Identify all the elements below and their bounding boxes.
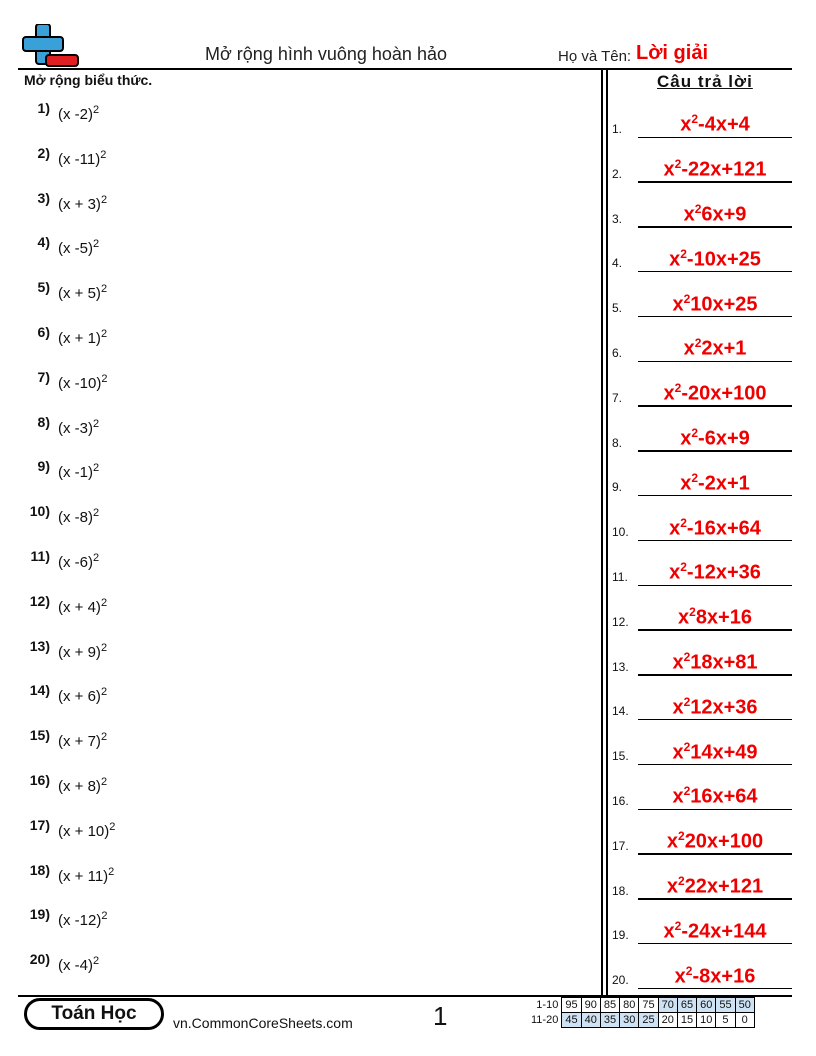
- plus-minus-logo-icon: [22, 24, 80, 68]
- answer-item: [612, 825, 792, 855]
- expression-base: (x -4): [58, 957, 93, 975]
- answer-text: [638, 426, 792, 451]
- expression-exponent: 2: [100, 686, 108, 699]
- answer-rest: -22x+121: [681, 158, 767, 181]
- problem-number: 18): [29, 861, 50, 878]
- answer-rest: 6x+9: [701, 203, 747, 226]
- expression-base: (x -1): [58, 464, 93, 482]
- expression-base: (x + 4): [58, 598, 101, 616]
- answer-text: [638, 336, 792, 361]
- problem-expression: [58, 731, 107, 750]
- score-row: [528, 1013, 754, 1028]
- answer-exponent: 2: [680, 246, 687, 261]
- answer-item: [612, 377, 792, 407]
- answer-number: 14.: [612, 704, 629, 719]
- answer-number: 13.: [612, 659, 629, 674]
- answer-text: [638, 247, 792, 272]
- problem-expression: [58, 507, 99, 526]
- answer-item: [612, 556, 792, 586]
- expression-exponent: 2: [101, 372, 108, 385]
- answer-base: x: [666, 830, 678, 853]
- problem-expression: [58, 462, 99, 481]
- instructions: Mở rộng biểu thức.: [24, 72, 153, 88]
- answer-number: 5.: [612, 301, 623, 316]
- answer-exponent: 2: [680, 515, 687, 530]
- problem-number: 4): [37, 234, 50, 251]
- answer-base: x: [663, 920, 675, 943]
- score-cell: 95: [562, 998, 581, 1013]
- answer-rest: -12x+36: [686, 562, 761, 584]
- answer-rest: -10x+25: [686, 248, 761, 271]
- score-cell: 35: [600, 1013, 619, 1028]
- expression-base: (x + 5): [58, 285, 101, 303]
- answer-base: x: [669, 562, 681, 584]
- score-cell: 65: [677, 998, 696, 1013]
- expression-base: (x + 8): [58, 778, 101, 795]
- answer-text: [638, 740, 792, 765]
- problem-number: 19): [29, 906, 50, 923]
- expression-exponent: 2: [101, 910, 108, 923]
- answer-rest: 8x+16: [695, 606, 752, 629]
- score-cell: 50: [735, 998, 754, 1013]
- answer-rest: 20x+100: [684, 830, 764, 853]
- answer-text: [638, 560, 792, 585]
- answer-exponent: 2: [678, 873, 685, 888]
- answer-number: 12.: [612, 614, 629, 629]
- problem-number: 9): [37, 458, 50, 475]
- score-cell: 60: [697, 998, 716, 1013]
- score-cell: 55: [716, 998, 735, 1013]
- problem-expression: [58, 642, 107, 661]
- problem-expression: [58, 418, 99, 437]
- expression-base: (x + 11): [58, 867, 109, 885]
- score-cell: 80: [620, 998, 639, 1013]
- expression-base: (x -11): [58, 150, 101, 168]
- answer-base: x: [680, 427, 692, 450]
- answer-rest: 2x+1: [701, 338, 747, 360]
- expression-exponent: 2: [100, 193, 108, 206]
- problem-expression: [58, 866, 114, 885]
- answer-number: 17.: [612, 838, 629, 853]
- expression-base: (x -6): [58, 554, 93, 571]
- answer-number: 20.: [612, 973, 629, 988]
- problem-expression: [58, 955, 99, 974]
- answer-exponent: 2: [691, 470, 699, 485]
- problem-expression: [58, 194, 107, 213]
- score-cell: 5: [716, 1013, 735, 1028]
- answer-number: 10.: [612, 525, 629, 540]
- score-cell: 90: [581, 998, 600, 1013]
- score-cell: 30: [620, 1013, 639, 1028]
- expression-base: (x + 3): [58, 195, 101, 213]
- problem-expression: [58, 238, 99, 257]
- expression-exponent: 2: [108, 865, 115, 878]
- answer-rest: 14x+49: [690, 741, 758, 764]
- answer-item: [612, 287, 792, 317]
- answer-rest: -2x+1: [698, 472, 750, 495]
- answer-number: 1.: [612, 122, 623, 136]
- site-url: vn.CommonCoreSheets.com: [173, 1015, 353, 1031]
- answer-exponent: 2: [685, 963, 693, 978]
- score-row-label: 1-10: [536, 999, 559, 1011]
- answer-base: x: [678, 606, 690, 629]
- expression-base: (x -10): [58, 374, 102, 392]
- answer-text: [638, 650, 792, 675]
- score-cell: 40: [581, 1013, 600, 1028]
- score-row-label: 11-20: [531, 1014, 559, 1026]
- expression-base: (x + 9): [58, 643, 101, 661]
- answer-exponent: 2: [691, 112, 699, 127]
- score-cell: 0: [735, 1013, 754, 1028]
- answer-rest: -20x+100: [681, 382, 767, 405]
- answer-base: x: [672, 786, 684, 808]
- answer-exponent: 2: [683, 694, 691, 709]
- answer-text: [638, 784, 792, 809]
- problem-number: 20): [29, 951, 50, 968]
- answer-text: [638, 157, 792, 182]
- answer-text: [638, 919, 792, 944]
- answer-base: x: [672, 293, 684, 316]
- expression-exponent: 2: [100, 148, 107, 161]
- problem-expression: [58, 373, 107, 392]
- answer-rest: 16x+64: [690, 786, 758, 808]
- problem-number: 8): [37, 413, 50, 430]
- answer-number: 8.: [612, 435, 623, 450]
- answer-item: [612, 735, 792, 765]
- answer-text: [638, 605, 792, 630]
- expression-base: (x -8): [58, 509, 93, 527]
- answer-base: x: [669, 248, 681, 271]
- expression-exponent: 2: [100, 596, 108, 609]
- problem-expression: [58, 821, 115, 840]
- answer-text: [638, 112, 792, 137]
- answer-rest: 18x+81: [690, 651, 758, 674]
- expression-exponent: 2: [100, 731, 108, 744]
- answer-exponent: 2: [694, 201, 702, 216]
- answer-base: x: [680, 472, 692, 495]
- answer-item: [612, 466, 792, 496]
- answer-number: 11.: [612, 570, 628, 584]
- answer-base: x: [672, 696, 684, 719]
- score-table: [528, 997, 755, 1028]
- answer-exponent: 2: [683, 649, 691, 664]
- expression-exponent: 2: [100, 283, 108, 296]
- problem-number: 3): [37, 189, 50, 206]
- answer-rest: -16x+64: [686, 517, 761, 540]
- answer-base: x: [666, 875, 678, 898]
- answer-text: [638, 964, 792, 989]
- problem-number: 2): [37, 144, 50, 161]
- expression-exponent: 2: [93, 417, 100, 430]
- expression-exponent: 2: [93, 238, 100, 251]
- answer-text: [638, 695, 792, 720]
- header-divider: [18, 68, 792, 70]
- problem-number: 17): [29, 816, 50, 833]
- problem-number: 14): [29, 682, 50, 699]
- problem-number: 10): [29, 503, 50, 520]
- answer-text: [638, 829, 792, 854]
- answer-exponent: 2: [680, 560, 687, 575]
- column-divider: [601, 68, 603, 995]
- problem-number: 7): [37, 368, 50, 385]
- answer-item: [612, 601, 792, 631]
- expression-exponent: 2: [100, 776, 108, 788]
- score-cell: 45: [562, 1013, 581, 1028]
- expression-base: (x + 7): [58, 733, 101, 751]
- answer-item: [612, 690, 792, 720]
- answer-number: 6.: [612, 346, 623, 360]
- expression-exponent: 2: [100, 641, 108, 654]
- answer-number: 19.: [612, 928, 629, 943]
- answer-text: [638, 874, 792, 899]
- score-cell: 70: [658, 998, 677, 1013]
- expression-exponent: 2: [100, 328, 108, 340]
- answer-exponent: 2: [694, 336, 702, 351]
- answer-number: 9.: [612, 480, 623, 495]
- score-cell: 15: [677, 1013, 696, 1028]
- answer-rest: -6x+9: [698, 427, 750, 450]
- answer-number: 2.: [612, 166, 623, 181]
- answer-text: [638, 516, 792, 541]
- answer-rest: 12x+36: [690, 696, 758, 719]
- answer-text: [638, 381, 792, 406]
- answer-text: [638, 471, 792, 496]
- answer-item: [612, 870, 792, 900]
- expression-base: (x -3): [58, 419, 93, 437]
- problem-number: 6): [37, 324, 50, 340]
- answer-number: 7.: [612, 390, 623, 405]
- answer-number: 4.: [612, 256, 623, 271]
- expression-base: (x + 6): [58, 688, 101, 706]
- answer-exponent: 2: [674, 157, 682, 172]
- answer-exponent: 2: [678, 829, 685, 844]
- answer-base: x: [683, 338, 695, 360]
- answer-exponent: 2: [683, 291, 691, 306]
- answer-rest: 22x+121: [684, 875, 764, 898]
- problem-expression: [58, 283, 107, 302]
- answer-base: x: [680, 114, 692, 136]
- answer-exponent: 2: [683, 784, 691, 799]
- score-row: [528, 998, 754, 1013]
- page-number: 1: [433, 1001, 448, 1031]
- answer-item: [612, 242, 792, 272]
- score-cell: 75: [639, 998, 658, 1013]
- expression-base: (x + 1): [58, 330, 101, 347]
- answer-exponent: 2: [689, 605, 696, 620]
- answer-item: [612, 153, 792, 183]
- problem-expression: [58, 328, 107, 347]
- problem-number: 15): [29, 727, 50, 744]
- answer-text: [638, 292, 792, 317]
- answer-number: 15.: [612, 749, 629, 764]
- answer-rest: -24x+144: [681, 920, 767, 943]
- score-cell: 20: [658, 1013, 677, 1028]
- expression-exponent: 2: [93, 552, 100, 564]
- problem-expression: [58, 776, 107, 795]
- answer-base: x: [663, 382, 675, 405]
- answer-item: [612, 646, 792, 676]
- name-label: Họ và Tên:: [558, 48, 632, 65]
- answer-item: [612, 511, 792, 541]
- problem-number: 5): [37, 279, 50, 296]
- answer-base: x: [669, 517, 681, 540]
- problem-expression: [58, 597, 107, 616]
- answer-item: [612, 332, 792, 362]
- answer-rest: -8x+16: [692, 965, 756, 988]
- answers-header: Câu trả lời: [657, 72, 753, 91]
- problem-expression: [58, 910, 107, 929]
- worksheet-title: Mở rộng hình vuông hoàn hảo: [205, 44, 447, 64]
- score-cell: 10: [697, 1013, 716, 1028]
- problem-number: 11): [30, 548, 50, 564]
- expression-base: (x -2): [58, 106, 93, 123]
- answer-rest: 10x+25: [690, 293, 758, 316]
- problem-expression: [58, 149, 106, 168]
- expression-exponent: 2: [93, 507, 100, 520]
- brand-badge: Toán Học: [24, 998, 164, 1030]
- problem-expression: [58, 686, 107, 705]
- problem-number: 16): [29, 772, 50, 788]
- answer-item: [612, 198, 792, 228]
- answer-item: [612, 959, 792, 989]
- expression-base: (x + 10): [58, 822, 110, 840]
- answer-exponent: 2: [674, 381, 682, 396]
- expression-base: (x -12): [58, 912, 102, 930]
- score-cell: 25: [639, 1013, 658, 1028]
- answer-item: [612, 108, 792, 138]
- answer-exponent: 2: [674, 918, 682, 933]
- answer-text: [638, 202, 792, 227]
- answer-number: 18.: [612, 883, 629, 898]
- answer-rest: -4x+4: [698, 114, 750, 136]
- answer-base: x: [674, 965, 686, 988]
- answer-item: [612, 780, 792, 810]
- answer-number: 16.: [612, 794, 629, 808]
- problem-number: 13): [29, 637, 50, 654]
- expression-exponent: 2: [93, 462, 100, 475]
- answer-base: x: [672, 741, 684, 764]
- answer-exponent: 2: [691, 425, 699, 440]
- answer-exponent: 2: [683, 739, 691, 754]
- answer-number: 3.: [612, 211, 623, 226]
- expression-exponent: 2: [93, 104, 100, 116]
- answer-base: x: [683, 203, 695, 226]
- problem-number: 1): [37, 100, 50, 116]
- answer-base: x: [672, 651, 684, 674]
- name-value: Lời giải: [636, 42, 709, 64]
- problem-number: 12): [29, 592, 50, 609]
- problem-expression: [58, 104, 99, 123]
- score-cell: 85: [600, 998, 619, 1013]
- problem-expression: [58, 552, 99, 571]
- expression-exponent: 2: [93, 955, 100, 968]
- expression-base: (x -5): [58, 240, 93, 258]
- answer-base: x: [663, 158, 675, 181]
- expression-exponent: 2: [109, 820, 116, 833]
- answer-item: [612, 914, 792, 944]
- answer-item: [612, 422, 792, 452]
- column-divider-inner: [606, 68, 608, 995]
